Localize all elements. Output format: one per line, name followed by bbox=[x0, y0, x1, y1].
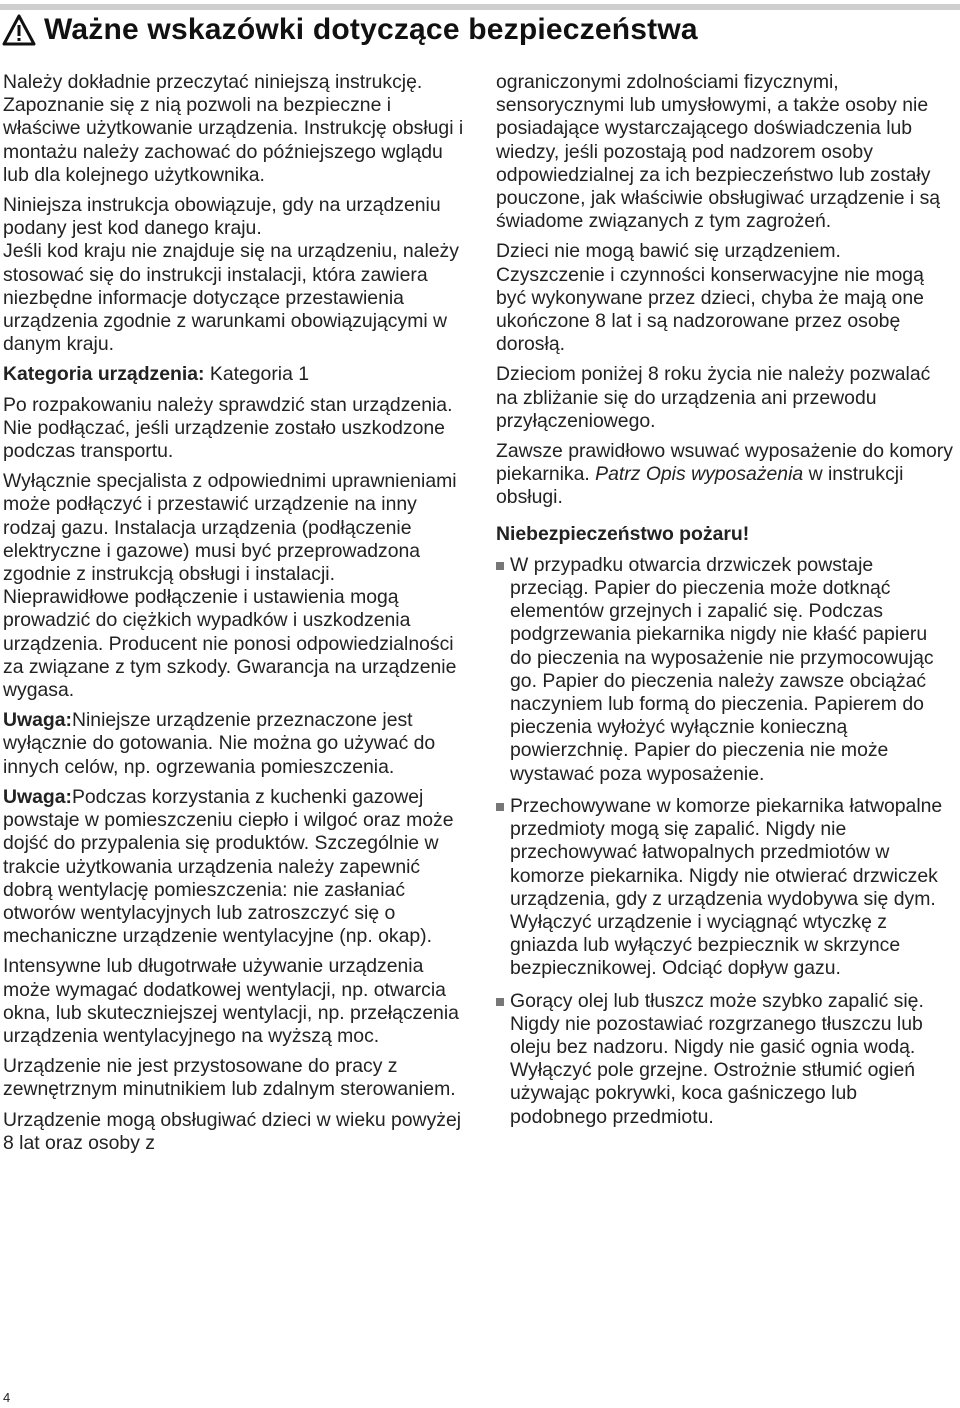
accessories-text: Zawsze prawidłowo wsuwać wyposażenie do komory piekarnika. bbox=[496, 440, 953, 486]
country-code-missing-paragraph: Jeśli kod kraju nie znajduje się na urządzeniu, należy stosować się do instrukcji instalacji, która zawiera niezbędne informacje dotyczące przestawienia urządzenia zgodnie z warunkami obowiązującymi w danym kraju. bbox=[3, 240, 459, 356]
note-text: Podczas korzystania z kuchenki gazowej powstaje w pomieszczeniu ciepło i wilgoć oraz może dojść do przypalenia się produktów. Szczególnie w trakcie użytkowania urządzenia należy zapewnić dobrą wentylację pomieszczenia: nie zasłaniać otworów wentylacyjnych lub zatroszczyć się o mechaniczne urządzenie wentylacyjne (np. okap). bbox=[3, 785, 454, 948]
installation-paragraph: Wyłącznie specjalista z odpowiednimi uprawnieniami może podłączyć i przestawić urządzenie na inny rodzaj gazu. Instalacja urządzenia (podłączenie elektryczne i gazowe) musi być przeprowadzona zgodnie z instrukcją obsługi i instalacji. bbox=[3, 470, 457, 586]
list-item-text: Przechowywane w komorze piekarnika łatwopalne przedmioty mogą się zapalić. Nigdy nie przechowywać łatwopalnych przedmiotów w komorze piekarnika. Nigdy nie otwierać drzwiczek urządzenia, gdy z urządzenia wydobywa się dym. Wyłączyć urządzenie i wyciągnąć wtyczkę z gniazda lub wyłączyć bezpiecznik w skrzynce bezpiecznikowej. Odciąć dopływ gazu. bbox=[510, 794, 943, 980]
list-item-text: W przypadku otwarcia drzwiczek powstaje przeciąg. Papier do pieczenia może dotknąć elementów grzejnych i zapalić się. Podczas podgrzewania piekarnika nigdy nie kłaść papieru do pieczenia na wyposażenie nie przymocowując go. Papier do pieczenia należy zawsze obciążać naczyniem lub formą do pieczenia. Papierem do pieczenia wyłożyć wyłącznie konieczną powierzchnię. Papier do pieczenia nie może wystawać poza wyposażenie. bbox=[510, 553, 934, 785]
intro-paragraph: Należy dokładnie przeczytać niniejszą instrukcję. Zapoznanie się z nią pozwoli na bezpieczne i właściwe użytkowanie urządzenia. Instrukcję obsługi i montażu należy zachować do późniejszego wglądu lub dla kolejnego użytkownika. bbox=[3, 71, 464, 186]
right-column bbox=[496, 71, 954, 1138]
square-bullet-icon bbox=[496, 562, 504, 570]
improper-connection-paragraph: Nieprawidłowe podłączenie i ustawienia mogą prowadzić do ciężkich wypadków i uszkodzenia urządzenia. Producent nie ponosi odpowiedzialności za związane z tym szkody. Gwarancja na urządzenie wygasa. bbox=[3, 586, 457, 702]
list-item bbox=[496, 554, 954, 786]
top-rule bbox=[0, 4, 960, 10]
children-paragraph-start: Urządzenie mogą obsługiwać dzieci w wieku powyżej 8 lat oraz osoby z bbox=[3, 1108, 462, 1154]
accessories-paragraph bbox=[496, 440, 954, 510]
ventilation-note bbox=[3, 786, 469, 948]
section-header bbox=[2, 12, 698, 48]
fire-danger-heading: Niebezpieczeństwo pożaru! bbox=[496, 522, 750, 545]
note-label: Uwaga: bbox=[3, 785, 72, 808]
unpacking-paragraph: Po rozpakowaniu należy sprawdzić stan urządzenia. Nie podłączać, jeśli urządzenie zostało uszkodzone podczas transportu. bbox=[3, 393, 453, 463]
children-play-paragraph: Dzieci nie mogą bawić się urządzeniem. Czyszczenie i czynności konserwacyjne nie mogą być wykonywane przez dzieci, chyba że mają one ukończone 8 lat i są nadzorowane przez osobę dorosłą. bbox=[496, 240, 924, 356]
square-bullet-icon bbox=[496, 803, 504, 811]
page-number: 4 bbox=[3, 1390, 11, 1405]
timer-paragraph: Urządzenie nie jest przystosowane do pracy z zewnętrznym minutnikiem lub zdalnym sterowaniem. bbox=[3, 1055, 456, 1101]
left-column bbox=[3, 71, 469, 1162]
category-value: Kategoria 1 bbox=[204, 363, 310, 386]
accessories-text-end: w instrukcji obsługi. bbox=[496, 463, 904, 509]
list-item bbox=[496, 990, 954, 1129]
accessories-reference: Patrz Opis wyposażenia bbox=[595, 463, 804, 486]
category-label: Kategoria urządzenia: bbox=[3, 363, 205, 386]
list-item-text: Gorący olej lub tłuszcz może szybko zapalić się. Nigdy nie pozostawiać rozgrzanego tłuszczu lub oleju bez nadzoru. Nigdy nie gasić ognia wodą. Wyłączyć pole grzejne. Ostrożnie stłumić ogień używając pokrywki, koca gaśniczego lub podobnego przedmiotu. bbox=[510, 989, 924, 1128]
note-text: Niniejsze urządzenie przeznaczone jest wyłącznie do gotowania. Nie można go używać do innych celów, np. ogrzewania pomieszczenia. bbox=[3, 709, 436, 778]
warning-triangle-icon bbox=[2, 14, 36, 46]
device-category bbox=[3, 363, 469, 386]
square-bullet-icon bbox=[496, 998, 504, 1006]
children-under-8-paragraph: Dzieciom poniżej 8 roku życia nie należy pozwalać na zbliżanie się do urządzenia ani przewodu przyłączeniowego. bbox=[496, 363, 931, 432]
note-label: Uwaga: bbox=[3, 709, 72, 732]
list-item bbox=[496, 795, 954, 981]
usage-note bbox=[3, 709, 469, 779]
children-paragraph-end: ograniczonymi zdolnościami fizycznymi, sensorycznymi lub umysłowymi, a także osoby nie posiadające wystarczającego doświadczenia lub wiedzy, jeśli pozostają pod nadzorem osoby odpowiedzialnej za ich bezpieczeństwo lub zostały pouczone, jak właściwie obsługiwać urządzenie i są świadome związanych z tym zagrożeń. bbox=[496, 71, 941, 233]
intensive-use-paragraph: Intensywne lub długotrwałe używanie urządzenia może wymagać dodatkowej wentylacji, np. otwarcia okna, lub skuteczniejszej wentylacji, np. przełączenia urządzenia wentylacyjnego na wyższą moc. bbox=[3, 955, 459, 1047]
page-title: Ważne wskazówki dotyczące bezpieczeństwa bbox=[44, 13, 698, 46]
country-code-paragraph: Niniejsza instrukcja obowiązuje, gdy na urządzeniu podany jest kod danego kraju. bbox=[3, 194, 441, 240]
fire-danger-list bbox=[496, 554, 954, 1129]
